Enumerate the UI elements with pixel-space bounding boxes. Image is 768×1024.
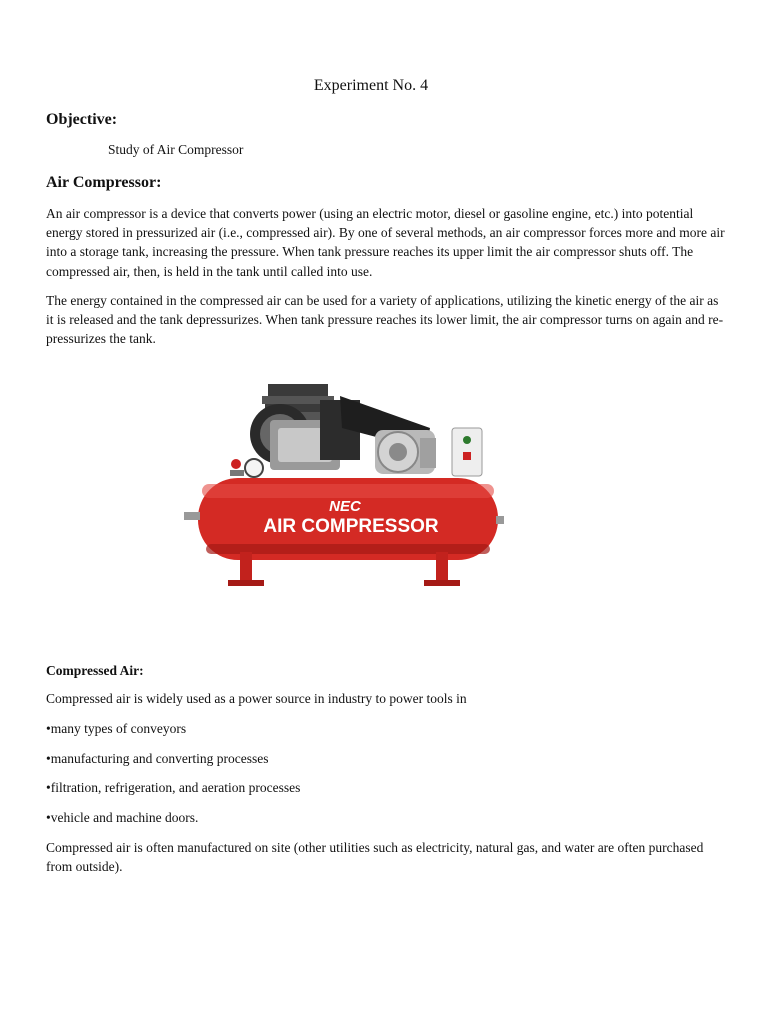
control-box-illustration [452,428,482,476]
air-compressor-image [170,376,510,592]
bullet-item: •vehicle and machine doors. [46,810,199,825]
objective-heading: Objective: [46,111,118,128]
intro-paragraph: An air compressor is a device that converts power (using an electric motor, diesel or gasoline engine, etc.) into potential energy stored in pressurized air (i.e., compressed air). By one of several methods, an air compressor forces more and more air into a storage tank, increasing the pressure. When tank pressure reaches its upper limit the air compressor shuts off. The compressed air, then, is held in the tank until called into use. [46,206,725,279]
compressed-air-intro: Compressed air is widely used as a power source in industry to power tools in [46,691,467,706]
electric-motor-illustration [375,430,436,474]
tank-text-label: AIR COMPRESSOR [263,516,439,537]
bullet-item: •many types of conveyors [46,721,187,736]
bullet-item: •filtration, refrigeration, and aeration processes [46,780,301,795]
bullet-item: •manufacturing and converting processes [46,751,269,766]
tank-brand-label: NEC [329,498,361,515]
air-compressor-heading: Air Compressor: [46,174,162,191]
pressure-gauge-illustration [230,459,263,477]
page-title: Experiment No. 4 [313,77,429,94]
objective-text: Study of Air Compressor [108,142,244,157]
energy-paragraph: The energy contained in the compressed air can be used for a variety of applications, utilizing the kinetic energy of the air as it is released and the tank depressurizes. When tank pressure reaches its lower limit, the air compressor turns on again and re-pressurizes the tank. [46,293,724,347]
compressed-air-heading: Compressed Air: [46,663,144,678]
closing-paragraph: Compressed air is often manufactured on site (other utilities such as electricity, natural gas, and water are often purchased from outside). [46,840,704,875]
